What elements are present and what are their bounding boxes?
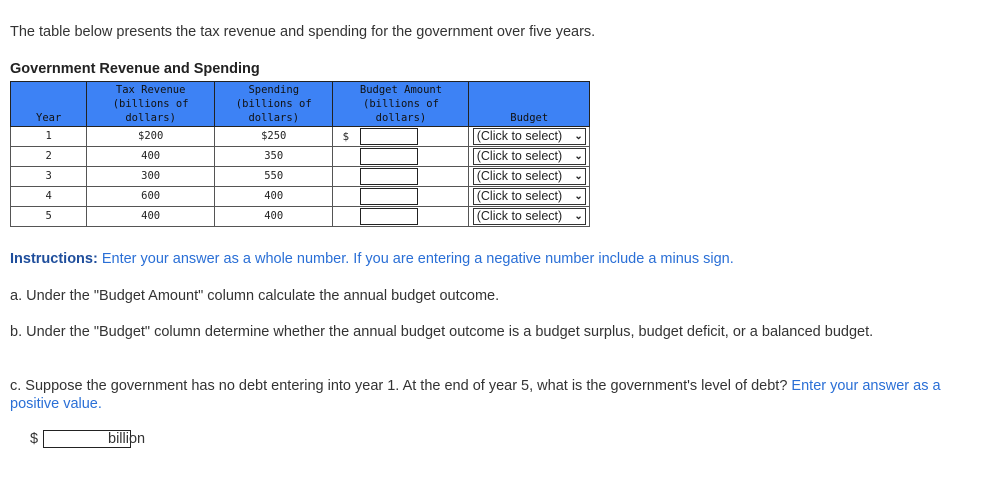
budget-cell	[469, 127, 590, 147]
table-row	[11, 167, 590, 187]
budget-amount-input-year-3[interactable]	[360, 168, 418, 185]
budget-amount-input-year-2[interactable]	[360, 148, 418, 165]
header-spending	[215, 82, 333, 127]
spending-cell: 400	[215, 207, 333, 227]
answer-currency: $	[30, 431, 39, 447]
table-row	[11, 127, 590, 147]
intro-text: The table below presents the tax revenue and spending for the government over five years.	[10, 24, 596, 40]
table-title: Government Revenue and Spending	[10, 61, 260, 77]
instructions-text: Enter your answer as a whole number. If you are entering a negative number include a minus sign.	[97, 251, 734, 267]
spending-cell: 400	[215, 187, 333, 207]
select-value: (Click to select)	[476, 129, 563, 143]
budget-cell	[469, 167, 590, 187]
budget-select-year-3[interactable]	[473, 168, 586, 185]
dollar-sign: $	[342, 130, 350, 143]
year-cell: 3	[11, 167, 87, 187]
budget-amount-cell	[333, 147, 469, 167]
budget-select-year-4[interactable]	[473, 188, 586, 205]
budget-amount-cell	[333, 207, 469, 227]
header-tax-revenue	[87, 82, 215, 127]
chevron-down-icon: ⌄	[574, 171, 583, 182]
budget-cell	[469, 207, 590, 227]
tax-cell: $200	[87, 127, 215, 147]
question-a: a. Under the "Budget Amount" column calculate the annual budget outcome.	[10, 288, 500, 304]
header-spending-line2: (billions of	[235, 98, 312, 110]
spending-cell: 350	[215, 147, 333, 167]
spending-cell: $250	[215, 127, 333, 147]
table-row	[11, 207, 590, 227]
budget-amount-cell	[333, 187, 469, 207]
header-budget-amount	[333, 82, 469, 127]
budget-amount-input-year-5[interactable]	[360, 208, 418, 225]
select-value: (Click to select)	[476, 169, 563, 183]
table-row	[11, 147, 590, 167]
answer-unit: billion	[108, 431, 146, 447]
spending-cell: 550	[215, 167, 333, 187]
chevron-down-icon: ⌄	[574, 211, 583, 222]
budget-cell	[469, 147, 590, 167]
question-c-hint: Enter your answer as a positive value.	[10, 378, 941, 412]
tax-cell: 300	[87, 167, 215, 187]
question-c-text: c. Suppose the government has no debt entering into year 1. At the end of year 5, what is the government's level of debt?	[10, 378, 788, 394]
chevron-down-icon: ⌄	[574, 151, 583, 162]
year-cell: 4	[11, 187, 87, 207]
chevron-down-icon: ⌄	[574, 191, 583, 202]
budget-select-year-2[interactable]	[473, 148, 586, 165]
year-cell: 5	[11, 207, 87, 227]
select-value: (Click to select)	[476, 189, 563, 203]
select-value: (Click to select)	[476, 149, 563, 163]
tax-cell: 400	[87, 207, 215, 227]
header-year: Year	[11, 82, 87, 127]
header-tax-line3: dollars)	[125, 112, 176, 124]
header-spending-line1: Spending	[248, 84, 300, 96]
budget-amount-cell	[333, 167, 469, 187]
question-c	[10, 377, 945, 413]
table-header-row	[11, 82, 590, 127]
header-spending-line3: dollars)	[248, 112, 300, 124]
header-tax-line2: (billions of	[112, 98, 189, 110]
header-amount-line2: (billions of	[363, 98, 439, 110]
question-b: b. Under the "Budget" column determine whether the annual budget outcome is a budget surplus, budget deficit, or a balanced budget.	[10, 324, 874, 340]
budget-cell	[469, 187, 590, 207]
budget-amount-input-year-4[interactable]	[360, 188, 418, 205]
select-value: (Click to select)	[476, 209, 563, 223]
year-cell: 2	[11, 147, 87, 167]
instructions	[10, 251, 734, 267]
budget-select-year-1[interactable]	[473, 128, 586, 145]
tax-cell: 600	[87, 187, 215, 207]
revenue-spending-table	[10, 81, 590, 227]
year-cell: 1	[11, 127, 87, 147]
instructions-label: Instructions:	[10, 251, 98, 267]
budget-amount-input-year-1[interactable]	[360, 128, 418, 145]
header-amount-line3: dollars)	[375, 112, 427, 124]
chevron-down-icon: ⌄	[574, 131, 583, 142]
header-tax-line1: Tax Revenue	[115, 84, 186, 96]
budget-select-year-5[interactable]	[473, 208, 586, 225]
budget-amount-cell	[333, 127, 469, 147]
table-row	[11, 187, 590, 207]
header-budget: Budget	[469, 82, 590, 127]
tax-cell: 400	[87, 147, 215, 167]
header-amount-line1: Budget Amount	[359, 84, 443, 96]
